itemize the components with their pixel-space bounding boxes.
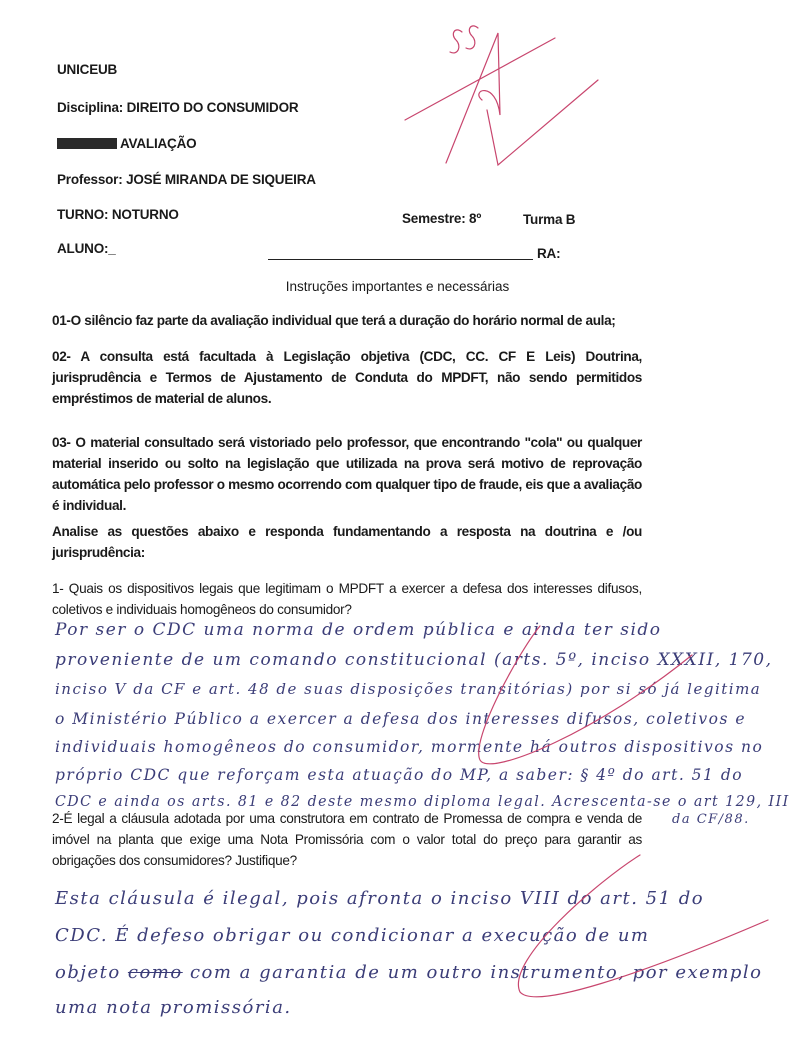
signature-initials bbox=[450, 26, 478, 53]
answer-1-line: Por ser o CDC uma norma de ordem pública e ainda ter sido bbox=[55, 620, 662, 640]
answer-2-line: CDC. É defeso obrigar ou condicionar a execução de um bbox=[55, 925, 650, 946]
answer-1-line: proveniente de um comando constitucional (arts. 5º, inciso XXXII, 170, bbox=[55, 650, 773, 670]
answer-2-line: uma nota promissória. bbox=[55, 997, 292, 1018]
instruction-item-3: 03- O material consultado será vistoriado pelo professor, que encontrando ''cola'' ou qualquer material inserido ou solto na legislação que utilizada na prova será motivo de reprovação automática pelo professor o mesmo ocorrendo com qualquer tipo de fraude, eis que a avaliação é individual. bbox=[52, 435, 642, 513]
check-mark-icon bbox=[518, 855, 768, 997]
instructions-title: Instruções importantes e necessárias bbox=[285, 279, 510, 294]
answer-2-line: objeto como com a garantia de um outro instrumento, por exemplo bbox=[55, 962, 763, 983]
instruction-item-2: 02- A consulta está facultada à Legislação objetiva (CDC, CC. CF E Leis) Doutrina, jurisprudência e Termos de Ajustamento de Conduta do MPDFT, não sendo permitidos empréstimos de material de alunos. bbox=[52, 349, 642, 406]
shift-label: TURNO: NOTURNO bbox=[57, 207, 179, 222]
answer-1-line: inciso V da CF e art. 48 de suas disposições transitórias) por si só já legitima bbox=[55, 680, 762, 698]
answer-1-line: da CF/88. bbox=[672, 812, 750, 827]
ra-label: RA: bbox=[537, 246, 561, 261]
professor-label: Professor: JOSÉ MIRANDA DE SIQUEIRA bbox=[57, 172, 316, 187]
question-1-text: 1- Quais os dispositivos legais que legitimam o MPDFT a exercer a defesa dos interesses difusos, coletivos e individuais homogêneos do consumidor? bbox=[52, 581, 642, 617]
analysis-prompt: Analise as questões abaixo e responda fundamentando a resposta na doutrina e /ou jurisprudência: bbox=[52, 524, 642, 560]
evaluation-label: AVALIAÇÃO bbox=[120, 136, 197, 151]
answer-1-line: o Ministério Público a exercer a defesa dos interesses difusos, coletivos e bbox=[55, 710, 747, 728]
class-label: Turma B bbox=[523, 212, 576, 227]
struck-word: como bbox=[127, 962, 183, 983]
answer-2-line: Esta cláusula é ilegal, pois afronta o inciso VIII do art. 51 do bbox=[55, 888, 705, 909]
answer-1-line: próprio CDC que reforçam esta atuação do MP, a saber: § 4º do art. 51 do bbox=[55, 766, 744, 784]
semester-label: Semestre: 8º bbox=[402, 211, 482, 226]
signature-stroke bbox=[405, 33, 598, 165]
answer-1-line: CDC e ainda os arts. 81 e 82 deste mesmo diploma legal. Acrescenta-se o art 129, III bbox=[55, 794, 790, 810]
institution-name: UNICEUB bbox=[57, 62, 118, 77]
question-2-text: 2-É legal a cláusula adotada por uma construtora em contrato de Promessa de compra e venda de imóvel na planta que exige uma Nota Promissória com o valor total do preço para garantir as obrigações dos consumidores? Justifique? bbox=[52, 811, 642, 868]
instruction-item-1: 01-O silêncio faz parte da avaliação individual que terá a duração do horário normal de aula; bbox=[52, 313, 616, 328]
discipline-label: Disciplina: DIREITO DO CONSUMIDOR bbox=[57, 100, 299, 115]
check-mark-icon bbox=[479, 626, 692, 764]
answer-1-line: individuais homogêneos do consumidor, mormente há outros dispositivos no bbox=[55, 738, 764, 756]
student-name-label: ALUNO:_ bbox=[57, 241, 116, 256]
